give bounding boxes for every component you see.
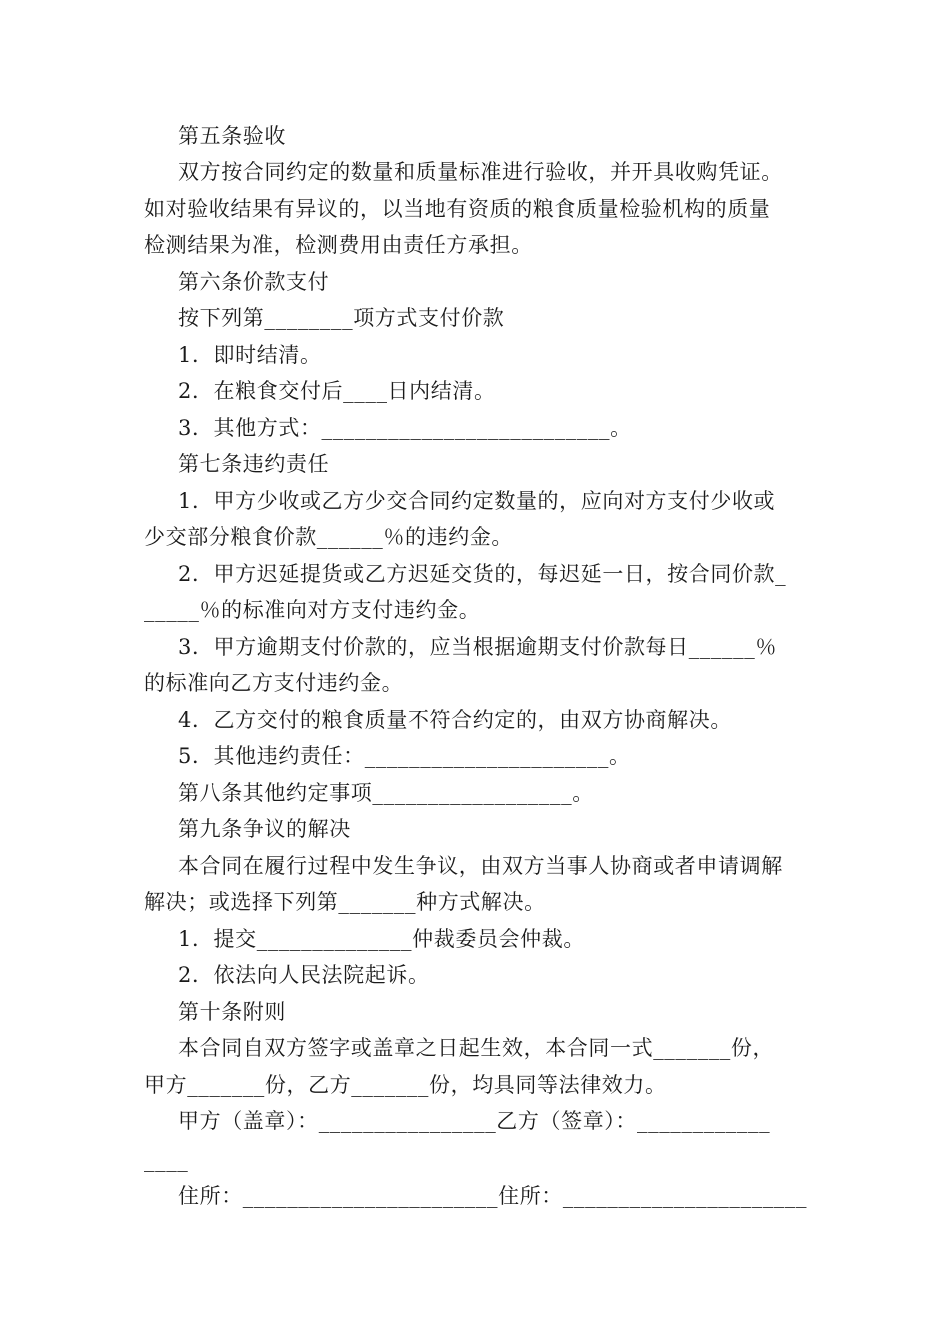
list-item: 5．其他违约责任：______________________。	[178, 744, 631, 768]
article-5-heading: 第五条验收	[178, 124, 286, 148]
list-item: 3．甲方逾期支付价款的，应当根据逾期支付价款每日______％	[178, 635, 777, 659]
article-6-heading: 第六条价款支付	[178, 270, 330, 294]
paragraph-line: 的标准向乙方支付违约金。	[144, 671, 404, 695]
list-item: 2．甲方迟延提货或乙方迟延交货的，每迟延一日，按合同价款_	[178, 562, 787, 586]
paragraph-line: 解决；或选择下列第_______种方式解决。	[144, 890, 546, 914]
paragraph-line: 本合同自双方签字或盖章之日起生效，本合同一式_______份，	[178, 1036, 775, 1060]
list-item: 1．即时结清。	[178, 343, 322, 367]
paragraph-line: 检测结果为准，检测费用由责任方承担。	[144, 233, 533, 257]
article-9-heading: 第九条争议的解决	[178, 817, 351, 841]
list-item: 3．其他方式：__________________________。	[178, 416, 632, 440]
signature-line-continued: ____	[144, 1148, 189, 1172]
address-line: 住所：_______________________住所：______________________	[178, 1184, 808, 1208]
article-10-heading: 第十条附则	[178, 1000, 286, 1024]
list-item: 1．提交______________仲裁委员会仲裁。	[178, 927, 585, 951]
paragraph-line: 按下列第________项方式支付价款	[178, 306, 505, 330]
paragraph-line: 本合同在履行过程中发生争议，由双方当事人协商或者申请调解	[178, 854, 783, 878]
paragraph-line: 双方按合同约定的数量和质量标准进行验收，并开具收购凭证。	[178, 160, 783, 184]
paragraph-line: 少交部分粮食价款______％的违约金。	[144, 525, 513, 549]
paragraph-line: _____％的标准向对方支付违约金。	[144, 598, 481, 622]
list-item: 2．在粮食交付后____日内结清。	[178, 379, 496, 403]
list-item: 2．依法向人民法院起诉。	[178, 963, 430, 987]
paragraph-line: 如对验收结果有异议的，以当地有资质的粮食质量检验机构的质量	[144, 197, 771, 221]
list-item: 1．甲方少收或乙方少交合同约定数量的，应向对方支付少收或	[178, 489, 776, 513]
signature-line: 甲方（盖章）：________________乙方（签章）：____________	[178, 1109, 771, 1133]
article-7-heading: 第七条违约责任	[178, 452, 330, 476]
paragraph-line: 甲方_______份，乙方_______份，均具同等法律效力。	[144, 1073, 667, 1097]
article-8-heading: 第八条其他约定事项__________________。	[178, 781, 594, 805]
list-item: 4．乙方交付的粮食质量不符合约定的，由双方协商解决。	[178, 708, 732, 732]
